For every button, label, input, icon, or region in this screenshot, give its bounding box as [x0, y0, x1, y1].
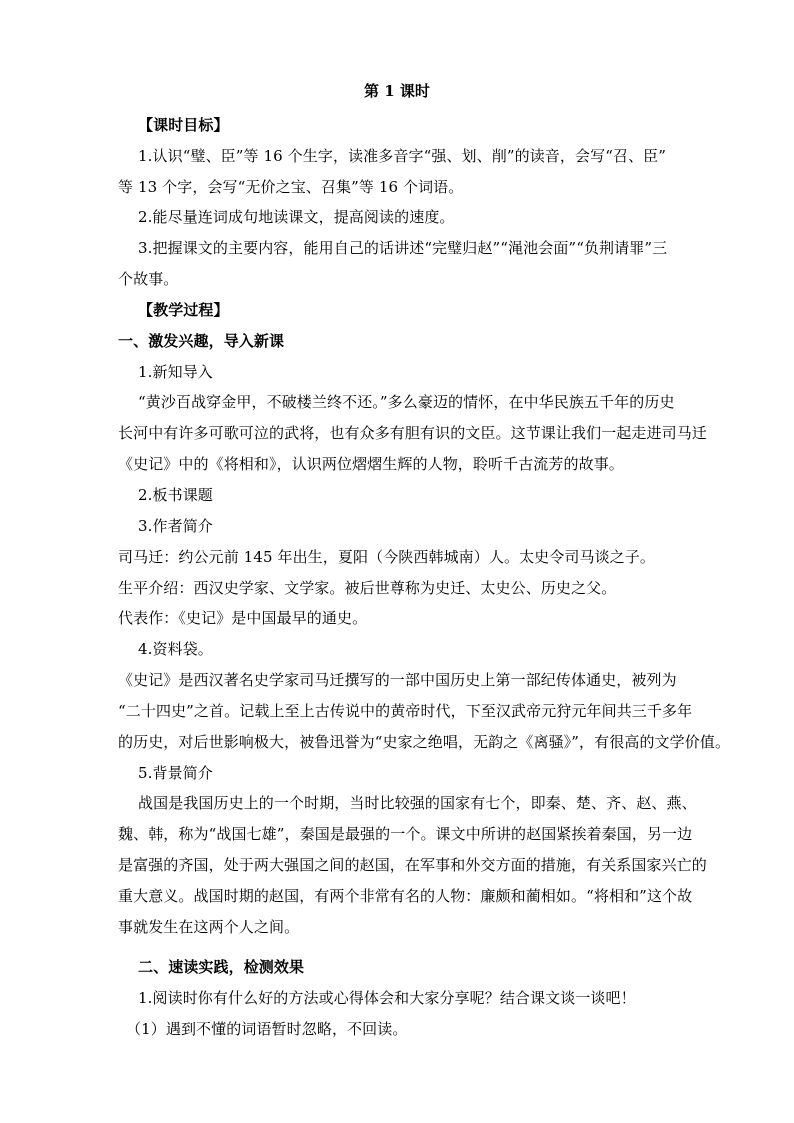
subsection-heading: 二、速读实践，检测效果 [138, 958, 305, 976]
paragraph-line: 事就发生在这两个人之间。 [118, 918, 300, 936]
paragraph-line: 战国是我国历史上的一个时期，当时比较强的国家有七个，即秦、楚、齐、赵、燕、 [138, 794, 697, 812]
subsection-heading: 一、激发兴趣，导入新课 [118, 332, 285, 350]
paragraph-line: 《史记》中的《将相和》，认识两位熠熠生辉的人物，聆听千古流芳的故事。 [118, 455, 624, 473]
paragraph-line: “黄沙百战穿金甲，不破楼兰终不还。”多么豪迈的情怀，在中华民族五千年的历史 [138, 393, 675, 411]
paragraph-line: 1.认识“璧、臣”等 16 个生字，读准多音字“强、划、削”的读音，会写“召、臣” [138, 147, 667, 165]
paragraph-line: 代表作：《史记》是中国最早的通史。 [118, 609, 368, 627]
paragraph-line: 司马迁：约公元前 145 年出生，夏阳（今陕西韩城南）人。太史令司马谈之子。 [118, 548, 655, 566]
paragraph-line: 长河中有许多可歌可泣的武将，也有众多有胆有识的文臣。这节课让我们一起走进司马迁 [118, 424, 707, 442]
paragraph-line: 等 13 个字，会写“无价之宝、召集”等 16 个词语。 [118, 178, 464, 196]
paragraph-line: 的历史，对后世影响极大，被鲁迅誉为“史家之绝唱，无韵之《离骚》”，有很高的文学价值。 [118, 733, 731, 751]
paragraph-line: 魏、韩，称为“战国七雄”，秦国是最强的一个。课文中所讲的赵国紧挨着秦国，另一边 [118, 825, 693, 843]
paragraph-line: 个故事。 [118, 270, 179, 288]
paragraph-line: 《史记》是西汉著名史学家司马迁撰写的一部中国历史上第一部纪传体通史，被列为 [118, 671, 677, 689]
paragraph-line: “二十四史”之首。记载上至上古传说中的黄帝时代，下至汉武帝元狩元年间共三千多年 [118, 702, 693, 720]
paragraph-line: 1.阅读时你有什么好的方法或心得体会和大家分享呢？结合课文谈一谈吧！ [138, 989, 636, 1007]
paragraph-line: 3.作者简介 [138, 517, 213, 535]
paragraph-line: 1.新知导入 [138, 363, 213, 381]
paragraph-line: 是富强的齐国，处于两大强国之间的赵国，在军事和外交方面的措施，有关系国家兴亡的 [118, 856, 707, 874]
section-heading-goals: 【课时目标】 [138, 116, 229, 134]
paragraph-line: （1）遇到不懂的词语暂时忽略，不回读。 [126, 1020, 408, 1038]
paragraph-line: 重大意义。战国时期的赵国，有两个非常有名的人物：廉颇和蔺相如。“将相和”这个故 [118, 887, 693, 905]
paragraph-line: 5.背景简介 [138, 764, 213, 782]
paragraph-line: 4.资料袋。 [138, 640, 213, 658]
paragraph-line: 3.把握课文的主要内容，能用自己的话讲述“完璧归赵”“渑池会面”“负荆请罪”三 [138, 239, 668, 257]
page-title: 第 1 课时 [364, 82, 430, 100]
section-heading-process: 【教学过程】 [138, 301, 229, 319]
paragraph-line: 2.能尽量连词成句地读课文，提高阅读的速度。 [138, 208, 455, 226]
paragraph-line: 2.板书课题 [138, 486, 213, 504]
paragraph-line: 生平介绍：西汉史学家、文学家。被后世尊称为史迁、太史公、历史之父。 [118, 579, 617, 597]
